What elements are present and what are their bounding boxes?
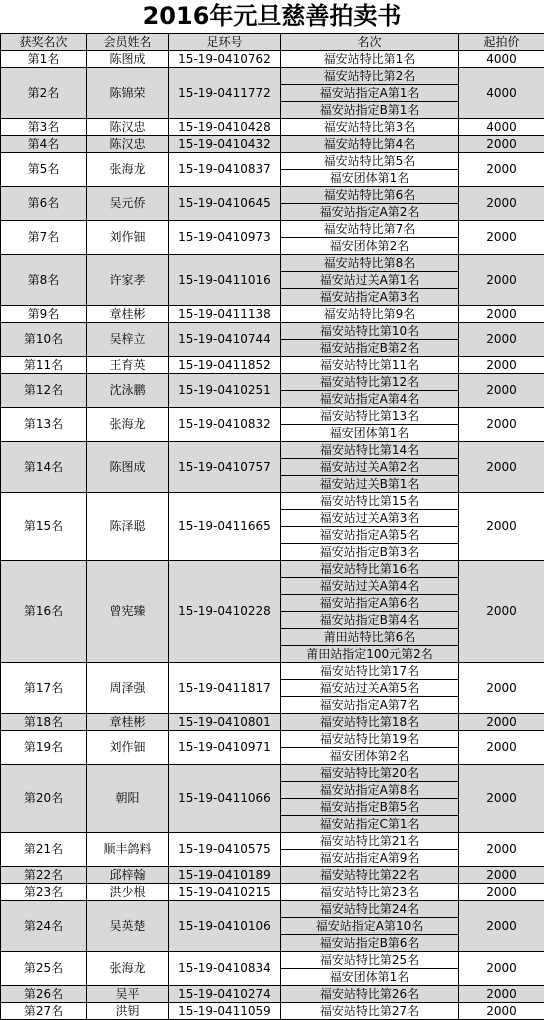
table-row [1, 408, 544, 425]
cell-member-name: 张海龙 [87, 952, 169, 986]
cell-start-price: 2000 [459, 408, 544, 442]
header-price: 起拍价 [459, 34, 544, 51]
cell-ring-number: 15-19-0410971 [169, 731, 281, 765]
header-ring: 足环号 [169, 34, 281, 51]
cell-member-name: 周泽强 [87, 663, 169, 714]
cell-ring-number: 15-19-0410973 [169, 221, 281, 255]
cell-place: 福安站过关A第1名 [281, 272, 459, 289]
cell-place: 福安站特比第13名 [281, 408, 459, 425]
cell-place: 福安站特比第14名 [281, 442, 459, 459]
cell-rank: 第16名 [1, 561, 87, 663]
cell-ring-number: 15-19-0410834 [169, 952, 281, 986]
cell-ring-number: 15-19-0411772 [169, 68, 281, 119]
table-row [1, 833, 544, 850]
table-row [1, 51, 544, 68]
cell-rank: 第11名 [1, 357, 87, 374]
table-row [1, 986, 544, 1003]
cell-member-name: 张海龙 [87, 408, 169, 442]
cell-rank: 第23名 [1, 884, 87, 901]
cell-place: 福安站特比第10名 [281, 323, 459, 340]
cell-place: 福安站指定C第1名 [281, 816, 459, 833]
cell-ring-number: 15-19-0410106 [169, 901, 281, 952]
cell-rank: 第12名 [1, 374, 87, 408]
cell-ring-number: 15-19-0410274 [169, 986, 281, 1003]
cell-start-price: 2000 [459, 884, 544, 901]
cell-start-price: 2000 [459, 255, 544, 306]
cell-ring-number: 15-19-0410251 [169, 374, 281, 408]
cell-ring-number: 15-19-0410762 [169, 51, 281, 68]
cell-start-price: 2000 [459, 867, 544, 884]
cell-place: 福安站指定A第8名 [281, 782, 459, 799]
cell-place: 福安站特比第16名 [281, 561, 459, 578]
cell-member-name: 陈图成 [87, 51, 169, 68]
cell-start-price: 2000 [459, 136, 544, 153]
cell-member-name: 许家孝 [87, 255, 169, 306]
cell-member-name: 洪钥 [87, 1003, 169, 1020]
cell-start-price: 2000 [459, 153, 544, 187]
cell-member-name: 章桂彬 [87, 714, 169, 731]
cell-place: 福安站特比第3名 [281, 119, 459, 136]
cell-member-name: 陈锦荣 [87, 68, 169, 119]
table-row [1, 153, 544, 170]
cell-rank: 第5名 [1, 153, 87, 187]
cell-rank: 第20名 [1, 765, 87, 833]
cell-member-name: 刘作钿 [87, 731, 169, 765]
cell-rank: 第17名 [1, 663, 87, 714]
cell-member-name: 顺丰鸽料 [87, 833, 169, 867]
table-row [1, 357, 544, 374]
table-row [1, 1003, 544, 1020]
cell-place: 福安团体第1名 [281, 425, 459, 442]
cell-start-price: 2000 [459, 187, 544, 221]
cell-start-price: 4000 [459, 51, 544, 68]
cell-place: 福安站指定B第2名 [281, 340, 459, 357]
cell-place: 福安站特比第5名 [281, 153, 459, 170]
cell-start-price: 2000 [459, 731, 544, 765]
cell-place: 福安站特比第11名 [281, 357, 459, 374]
cell-start-price: 2000 [459, 663, 544, 714]
cell-place: 福安站过关A第3名 [281, 510, 459, 527]
cell-place: 福安站指定B第5名 [281, 799, 459, 816]
cell-member-name: 章桂彬 [87, 306, 169, 323]
cell-ring-number: 15-19-0411066 [169, 765, 281, 833]
cell-member-name: 吴平 [87, 986, 169, 1003]
cell-member-name: 吴元侨 [87, 187, 169, 221]
table-body [1, 51, 544, 1020]
cell-rank: 第6名 [1, 187, 87, 221]
cell-place: 福安站指定B第6名 [281, 935, 459, 952]
cell-place: 福安站过关B第1名 [281, 476, 459, 493]
cell-place: 福安站特比第6名 [281, 187, 459, 204]
table-row [1, 221, 544, 238]
cell-start-price: 2000 [459, 493, 544, 561]
cell-member-name: 沈泳鹏 [87, 374, 169, 408]
cell-start-price: 4000 [459, 68, 544, 119]
cell-member-name: 刘作钿 [87, 221, 169, 255]
cell-place: 福安站特比第12名 [281, 374, 459, 391]
table-row [1, 765, 544, 782]
cell-place: 莆田站特比第6名 [281, 629, 459, 646]
cell-member-name: 陈泽聪 [87, 493, 169, 561]
cell-start-price: 2000 [459, 323, 544, 357]
cell-ring-number: 15-19-0410744 [169, 323, 281, 357]
cell-member-name: 曾宪臻 [87, 561, 169, 663]
table-row [1, 306, 544, 323]
cell-ring-number: 15-19-0410645 [169, 187, 281, 221]
cell-member-name: 陈图成 [87, 442, 169, 493]
cell-member-name: 陈汉忠 [87, 119, 169, 136]
cell-place: 福安站特比第4名 [281, 136, 459, 153]
cell-ring-number: 15-19-0410189 [169, 867, 281, 884]
cell-rank: 第8名 [1, 255, 87, 306]
cell-place: 福安站指定A第2名 [281, 204, 459, 221]
cell-rank: 第9名 [1, 306, 87, 323]
cell-start-price: 2000 [459, 901, 544, 952]
cell-place: 福安站特比第21名 [281, 833, 459, 850]
cell-member-name: 朝阳 [87, 765, 169, 833]
table-row [1, 714, 544, 731]
cell-place: 福安站特比第20名 [281, 765, 459, 782]
cell-start-price: 2000 [459, 986, 544, 1003]
cell-start-price: 4000 [459, 119, 544, 136]
cell-ring-number: 15-19-0411059 [169, 1003, 281, 1020]
cell-place: 福安站过关A第4名 [281, 578, 459, 595]
table-row [1, 663, 544, 680]
cell-ring-number: 15-19-0410432 [169, 136, 281, 153]
cell-place: 福安站特比第7名 [281, 221, 459, 238]
cell-place: 福安团体第2名 [281, 748, 459, 765]
cell-ring-number: 15-19-0410228 [169, 561, 281, 663]
page-title: 2016年元旦慈善拍卖书 [0, 0, 544, 33]
cell-ring-number: 15-19-0411138 [169, 306, 281, 323]
cell-place: 福安站特比第15名 [281, 493, 459, 510]
cell-rank: 第10名 [1, 323, 87, 357]
header-name: 会员姓名 [87, 34, 169, 51]
cell-place: 福安站特比第19名 [281, 731, 459, 748]
cell-start-price: 2000 [459, 374, 544, 408]
cell-rank: 第26名 [1, 986, 87, 1003]
cell-rank: 第24名 [1, 901, 87, 952]
cell-rank: 第15名 [1, 493, 87, 561]
cell-start-price: 2000 [459, 306, 544, 323]
table-row [1, 561, 544, 578]
cell-start-price: 2000 [459, 765, 544, 833]
cell-place: 福安站指定A第3名 [281, 289, 459, 306]
cell-start-price: 2000 [459, 952, 544, 986]
cell-rank: 第3名 [1, 119, 87, 136]
cell-start-price: 2000 [459, 221, 544, 255]
cell-member-name: 吴梓立 [87, 323, 169, 357]
cell-place: 福安站特比第17名 [281, 663, 459, 680]
cell-place: 福安站指定B第4名 [281, 612, 459, 629]
cell-start-price: 2000 [459, 442, 544, 493]
cell-place: 福安站特比第24名 [281, 901, 459, 918]
cell-rank: 第7名 [1, 221, 87, 255]
cell-member-name: 陈汉忠 [87, 136, 169, 153]
cell-place: 福安站指定A第9名 [281, 850, 459, 867]
cell-rank: 第4名 [1, 136, 87, 153]
auction-table [0, 33, 544, 1020]
cell-rank: 第14名 [1, 442, 87, 493]
cell-ring-number: 15-19-0410801 [169, 714, 281, 731]
table-row [1, 119, 544, 136]
cell-place: 福安站特比第8名 [281, 255, 459, 272]
cell-rank: 第27名 [1, 1003, 87, 1020]
cell-place: 福安站指定A第1名 [281, 85, 459, 102]
cell-place: 福安站特比第2名 [281, 68, 459, 85]
header-row [1, 34, 544, 51]
cell-ring-number: 15-19-0410428 [169, 119, 281, 136]
cell-rank: 第22名 [1, 867, 87, 884]
cell-ring-number: 15-19-0411665 [169, 493, 281, 561]
cell-rank: 第18名 [1, 714, 87, 731]
cell-place: 福安站指定A第5名 [281, 527, 459, 544]
cell-place: 福安站特比第22名 [281, 867, 459, 884]
cell-place: 福安站特比第23名 [281, 884, 459, 901]
cell-start-price: 2000 [459, 357, 544, 374]
cell-place: 福安站指定B第3名 [281, 544, 459, 561]
header-places: 名次 [281, 34, 459, 51]
cell-place: 福安站指定A第7名 [281, 697, 459, 714]
table-row [1, 374, 544, 391]
cell-rank: 第1名 [1, 51, 87, 68]
cell-member-name: 王育英 [87, 357, 169, 374]
cell-member-name: 邱梓翰 [87, 867, 169, 884]
cell-place: 福安站特比第18名 [281, 714, 459, 731]
cell-place: 福安团体第1名 [281, 170, 459, 187]
cell-start-price: 2000 [459, 561, 544, 663]
table-row [1, 867, 544, 884]
cell-place: 福安站过关A第5名 [281, 680, 459, 697]
cell-place: 莆田站指定100元第2名 [281, 646, 459, 663]
cell-ring-number: 15-19-0410837 [169, 153, 281, 187]
cell-place: 福安团体第2名 [281, 238, 459, 255]
cell-start-price: 2000 [459, 714, 544, 731]
table-row [1, 68, 544, 85]
cell-ring-number: 15-19-0410575 [169, 833, 281, 867]
table-row [1, 901, 544, 918]
cell-place: 福安站过关A第2名 [281, 459, 459, 476]
cell-place: 福安站指定A第10名 [281, 918, 459, 935]
cell-member-name: 洪少根 [87, 884, 169, 901]
table-row [1, 187, 544, 204]
cell-ring-number: 15-19-0411852 [169, 357, 281, 374]
table-row [1, 952, 544, 969]
cell-ring-number: 15-19-0411016 [169, 255, 281, 306]
cell-member-name: 吴英楚 [87, 901, 169, 952]
cell-rank: 第21名 [1, 833, 87, 867]
cell-place: 福安站特比第25名 [281, 952, 459, 969]
table-row [1, 493, 544, 510]
cell-ring-number: 15-19-0411817 [169, 663, 281, 714]
cell-rank: 第25名 [1, 952, 87, 986]
cell-member-name: 张海龙 [87, 153, 169, 187]
cell-place: 福安站特比第9名 [281, 306, 459, 323]
table-row [1, 136, 544, 153]
cell-place: 福安站指定A第4名 [281, 391, 459, 408]
header-rank: 获奖名次 [1, 34, 87, 51]
cell-place: 福安站特比第26名 [281, 986, 459, 1003]
table-row [1, 884, 544, 901]
cell-ring-number: 15-19-0410215 [169, 884, 281, 901]
cell-rank: 第13名 [1, 408, 87, 442]
cell-ring-number: 15-19-0410757 [169, 442, 281, 493]
cell-place: 福安站指定B第1名 [281, 102, 459, 119]
cell-place: 福安站指定A第6名 [281, 595, 459, 612]
cell-rank: 第19名 [1, 731, 87, 765]
cell-place: 福安站特比第1名 [281, 51, 459, 68]
table-row [1, 731, 544, 748]
cell-start-price: 2000 [459, 1003, 544, 1020]
cell-start-price: 2000 [459, 833, 544, 867]
table-row [1, 255, 544, 272]
table-row [1, 442, 544, 459]
cell-rank: 第2名 [1, 68, 87, 119]
cell-place: 福安团体第1名 [281, 969, 459, 986]
cell-ring-number: 15-19-0410832 [169, 408, 281, 442]
table-row [1, 323, 544, 340]
cell-place: 福安站特比第27名 [281, 1003, 459, 1020]
